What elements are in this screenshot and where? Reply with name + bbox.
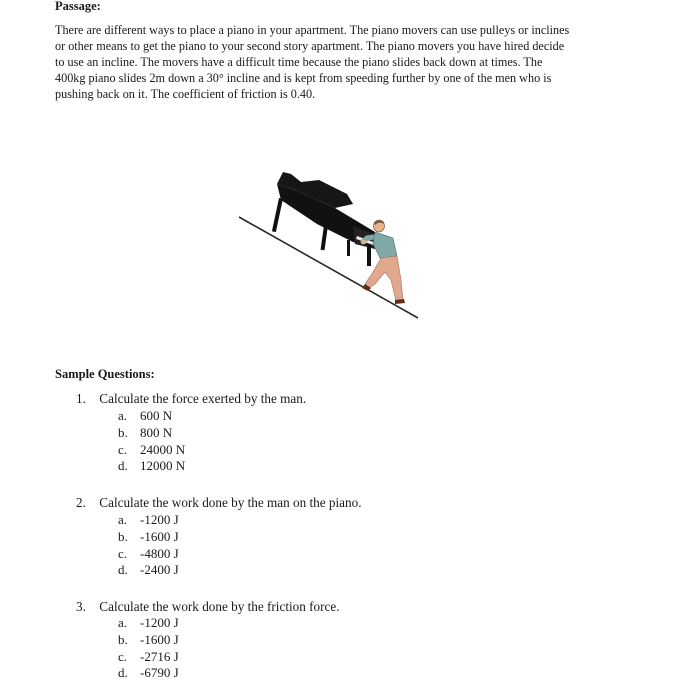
question-2 xyxy=(76,495,362,511)
sample-questions-heading: Sample Questions: xyxy=(55,367,155,381)
answer-choice: c. -2716 J xyxy=(118,648,179,664)
passage-line: pushing back on it. The coefficient of friction is 0.40. xyxy=(55,87,316,101)
answer-choice: d. 12000 N xyxy=(118,458,186,474)
question-2-choices xyxy=(118,512,179,579)
answer-choice: b. 800 N xyxy=(118,424,173,440)
answer-choice: d. -2400 J xyxy=(118,562,179,578)
passage-line: or other means to get the piano to your second story apartment. The piano movers you have hired decide xyxy=(55,39,565,53)
grand-piano xyxy=(272,172,379,266)
passage-heading: Passage: xyxy=(55,0,101,13)
question-number: 3. xyxy=(76,599,86,614)
piano-mover-drawing xyxy=(235,160,435,325)
answer-choice: b. -1600 J xyxy=(118,631,179,647)
question-3-choices xyxy=(118,615,179,682)
answer-choice: a. -1200 J xyxy=(118,615,179,630)
question-number: 2. xyxy=(76,495,86,510)
question-text: Calculate the force exerted by the man. xyxy=(99,391,307,406)
answer-choice: a. -1200 J xyxy=(118,512,179,527)
question-3 xyxy=(76,599,340,615)
passage-line: 400kg piano slides 2m down a 30° incline and is kept from speeding further by one of the men who is xyxy=(55,71,552,85)
question-1-choices xyxy=(118,408,185,475)
piano-incline-illustration xyxy=(235,160,435,325)
question-text: Calculate the work done by the friction force. xyxy=(99,599,340,614)
answer-choice: c. -4800 J xyxy=(118,545,179,561)
answer-choice: c. 24000 N xyxy=(118,441,186,457)
passage-line: to use an incline. The movers have a difficult time because the piano slides back down at times. The xyxy=(55,55,543,69)
question-number: 1. xyxy=(76,391,86,406)
answer-choice: d. -6790 J xyxy=(118,665,179,681)
question-text: Calculate the work done by the man on the piano. xyxy=(99,495,362,510)
answer-choice: a. 600 N xyxy=(118,408,173,423)
passage-line: There are different ways to place a piano in your apartment. The piano movers can use pulleys or inclines xyxy=(55,23,570,37)
question-1 xyxy=(76,391,306,407)
passage-text xyxy=(55,22,615,102)
answer-choice: b. -1600 J xyxy=(118,528,179,544)
